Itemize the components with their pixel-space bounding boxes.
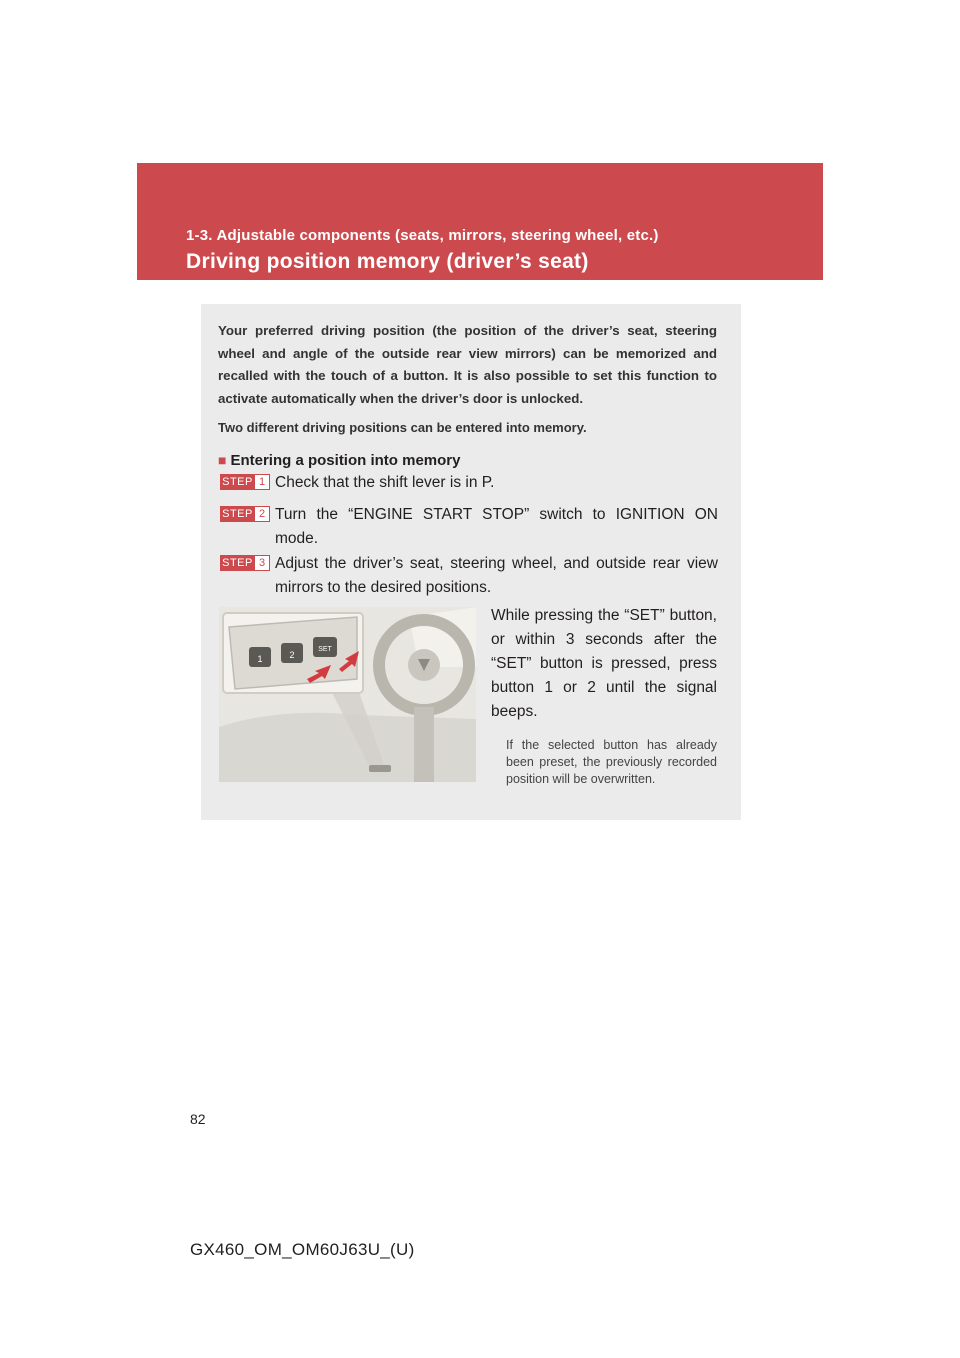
document-code: GX460_OM_OM60J63U_(U) (190, 1240, 415, 1259)
step-badge (220, 474, 270, 490)
door-trim-shape (219, 713, 476, 782)
step-text: Check that the shift lever is in P. (275, 474, 495, 491)
section-header-band (137, 163, 823, 280)
switch-cluster-location (369, 765, 391, 772)
step-text: Turn the “ENGINE START STOP” switch to IGNITION ON mode. (275, 506, 718, 547)
step-text: Adjust the driver’s seat, steering wheel, and outside rear view mirrors to the desired positions. (275, 555, 718, 596)
set-button-label: SET (318, 646, 332, 653)
subheading-text: Entering a position into memory (230, 452, 461, 469)
illustration-svg (219, 607, 476, 782)
step-badge-number: 2 (255, 507, 269, 521)
memory-button-1-label: 1 (257, 654, 263, 664)
memory-note: Two different driving positions can be entered into memory. (218, 420, 587, 435)
step-badge-number: 1 (255, 475, 269, 489)
step-badge-label: STEP (222, 557, 253, 569)
step-1 (218, 471, 718, 495)
square-bullet-icon: ■ (218, 452, 227, 468)
memory-button-2-label: 2 (289, 650, 295, 660)
steering-column (414, 707, 434, 782)
step-badge-label: STEP (222, 508, 253, 520)
step-badge (220, 506, 270, 522)
subheading (218, 452, 461, 469)
step-badge-number: 3 (255, 556, 269, 570)
step-badge (220, 555, 270, 571)
step-4-text: While pressing the “SET” button, or within 3 seconds after the “SET” button is pressed, press button 1 or 2 until the signal beeps. (491, 607, 717, 720)
section-label: 1-3. Adjustable components (seats, mirrors, steering wheel, etc.) (186, 227, 659, 244)
page-title: Driving position memory (driver’s seat) (186, 250, 589, 273)
step-badge-label: STEP (222, 476, 253, 488)
page-number: 82 (190, 1111, 206, 1127)
memory-switch-illustration (219, 607, 476, 782)
step-2 (218, 503, 718, 551)
step-3 (218, 552, 718, 600)
content-panel (201, 304, 741, 820)
intro-paragraph: Your preferred driving position (the position of the driver’s seat, steering wheel and angle of the outside rear view mirrors) can be memorized and recalled with the touch of a button. It is also possible to set this function to activate automatically when the driver’s door is unlocked. (218, 323, 717, 406)
overwrite-caption: If the selected button has already been preset, the previously recorded position will be overwritten. (506, 738, 717, 786)
